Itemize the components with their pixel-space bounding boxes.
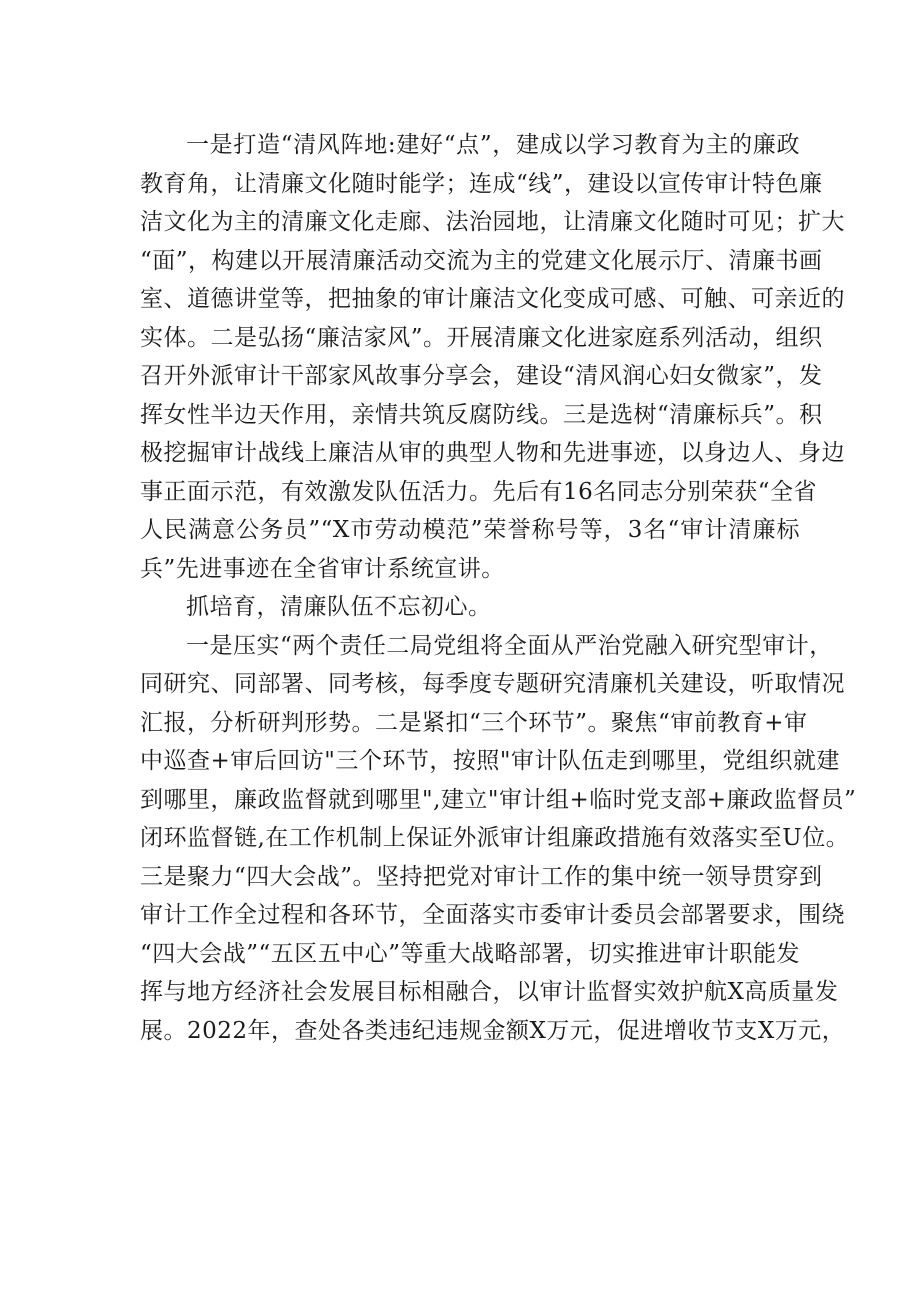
paragraph-line: 教育角，让清廉文化随时能学；连成“线”，建设以宣传审计特色廉 [140,171,823,197]
paragraph-line: 同研究、同部署、同考核，每季度专题研究清廉机关建设，听取情况 [140,671,845,697]
paragraph-line: “面”，构建以开展清廉活动交流为主的党建文化展示厅、清廉书画 [140,248,823,274]
paragraph-line: 兵”先进事迹在全省审计系统宣讲。 [140,556,505,582]
paragraph-line: 到哪里，廉政监督就到哪里",建立"审计组+临时党支部+廉政监督员” [140,787,857,813]
paragraph-line: 实体。二是弘扬“廉洁家风”。开展清廉文化进家庭系列活动，组织 [140,325,823,351]
paragraph-line: 事正面示范，有效激发队伍活力。先后有16名同志分别荣获“全省 [140,479,818,505]
paragraph-line: 挥女性半边天作用，亲情共筑反腐防线。三是选树“清廉标兵”。积 [140,402,823,428]
paragraph-line: 极挖掘审计战线上廉洁从审的典型人物和先进事迹，以身边人、身边 [140,440,845,466]
paragraph-line: 一是打造“清风阵地:建好“点”，建成以学习教育为主的廉政 [186,132,800,158]
paragraph-line: 展。2022年，查处各类违纪违规金额X万元，促进增收节支X万元， [140,1018,846,1044]
paragraph-line: 汇报，分析研判形势。二是紧扣“三个环节”。聚焦“审前教育+审 [140,710,808,736]
paragraph-line: 召开外派审计干部家风故事分享会，建设“清风润心妇女微家”，发 [140,363,823,389]
paragraph-line: “四大会战”“五区五中心”等重大战略部署，切实推进审计职能发 [140,941,801,967]
paragraph-line: 洁文化为主的清廉文化走廊、法治园地，让清廉文化随时可见；扩大 [140,209,845,235]
paragraph-line: 审计工作全过程和各环节，全面落实市委审计委员会部署要求，围绕 [140,902,845,928]
paragraph-line: 一是压实“两个责任二局党组将全面从严治党融入研究型审计， [186,633,833,659]
paragraph-line: 三是聚力“四大会战”。坚持把党对审计工作的集中统一领导贯穿到 [140,864,823,890]
paragraph-line: 人民满意公务员”“X市劳动模范”荣誉称号等，3名“审计清廉标 [140,517,800,543]
section-heading: 抓培育，清廉队伍不忘初心。 [186,594,492,620]
paragraph-line: 中巡查+审后回访"三个环节，按照"审计队伍走到哪里，党组织就建 [140,748,840,774]
paragraph-line: 闭环监督链,在工作机制上保证外派审计组廉政措施有效落实至U位。 [140,825,850,851]
paragraph-line: 挥与地方经济社会发展目标相融合，以审计监督实效护航X高质量发 [140,979,839,1005]
paragraph-line: 室、道德讲堂等，把抽象的审计廉洁文化变成可感、可触、可亲近的 [140,286,845,312]
